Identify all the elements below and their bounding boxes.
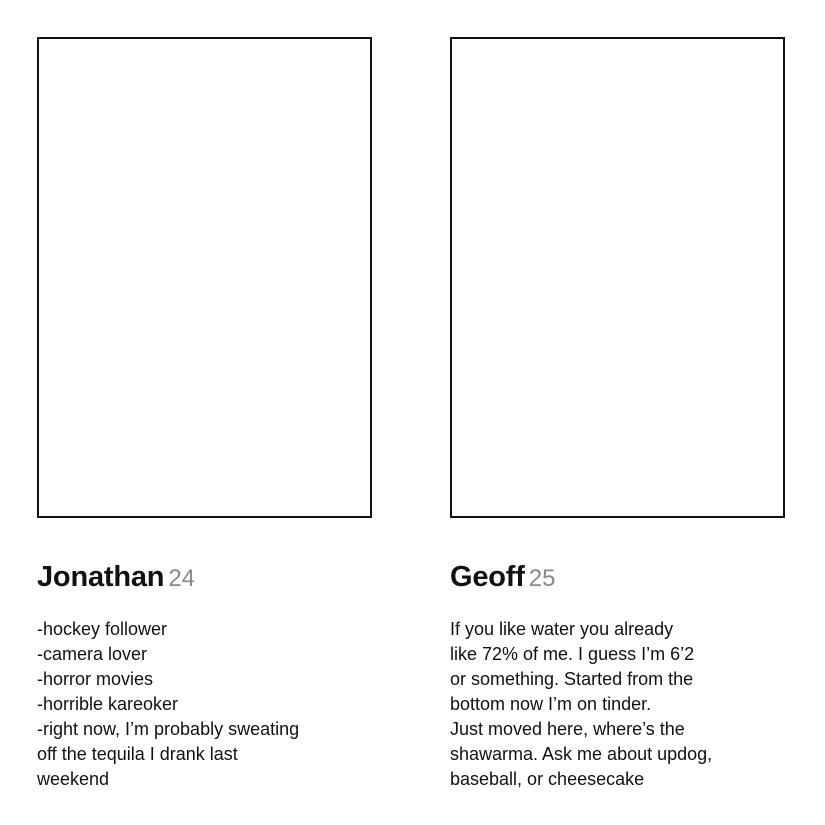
profile-header — [450, 559, 788, 595]
bio-line: bottom now I’m on tinder. — [450, 694, 652, 714]
bio-line: baseball, or cheesecake — [450, 769, 645, 789]
bio-line: -right now, I’m probably sweating — [37, 719, 300, 739]
profile-card-geoff[interactable] — [450, 37, 788, 792]
profile-name: Geoff — [450, 561, 525, 593]
bio-line: shawarma. Ask me about updog, — [450, 744, 713, 764]
profile-photo-placeholder[interactable] — [450, 37, 785, 518]
bio-line: -camera lover — [37, 644, 148, 664]
bio-line: off the tequila I drank last — [37, 744, 238, 764]
bio-line: Just moved here, where’s the — [450, 719, 685, 739]
profile-bio — [450, 617, 788, 792]
bio-line: -horror movies — [37, 669, 154, 689]
bio-line: or something. Started from the — [450, 669, 694, 689]
profile-header — [37, 559, 375, 595]
profile-name: Jonathan — [37, 561, 165, 593]
bio-line: weekend — [37, 769, 110, 789]
profile-photo-placeholder[interactable] — [37, 37, 372, 518]
bio-line: like 72% of me. I guess I’m 6’2 — [450, 644, 695, 664]
bio-line: -hockey follower — [37, 619, 168, 639]
bio-line: -horrible kareoker — [37, 694, 179, 714]
profile-age: 25 — [528, 565, 556, 592]
profile-age: 24 — [168, 565, 196, 592]
profile-bio — [37, 617, 375, 792]
bio-line: If you like water you already — [450, 619, 674, 639]
profile-card-jonathan[interactable] — [37, 37, 375, 792]
